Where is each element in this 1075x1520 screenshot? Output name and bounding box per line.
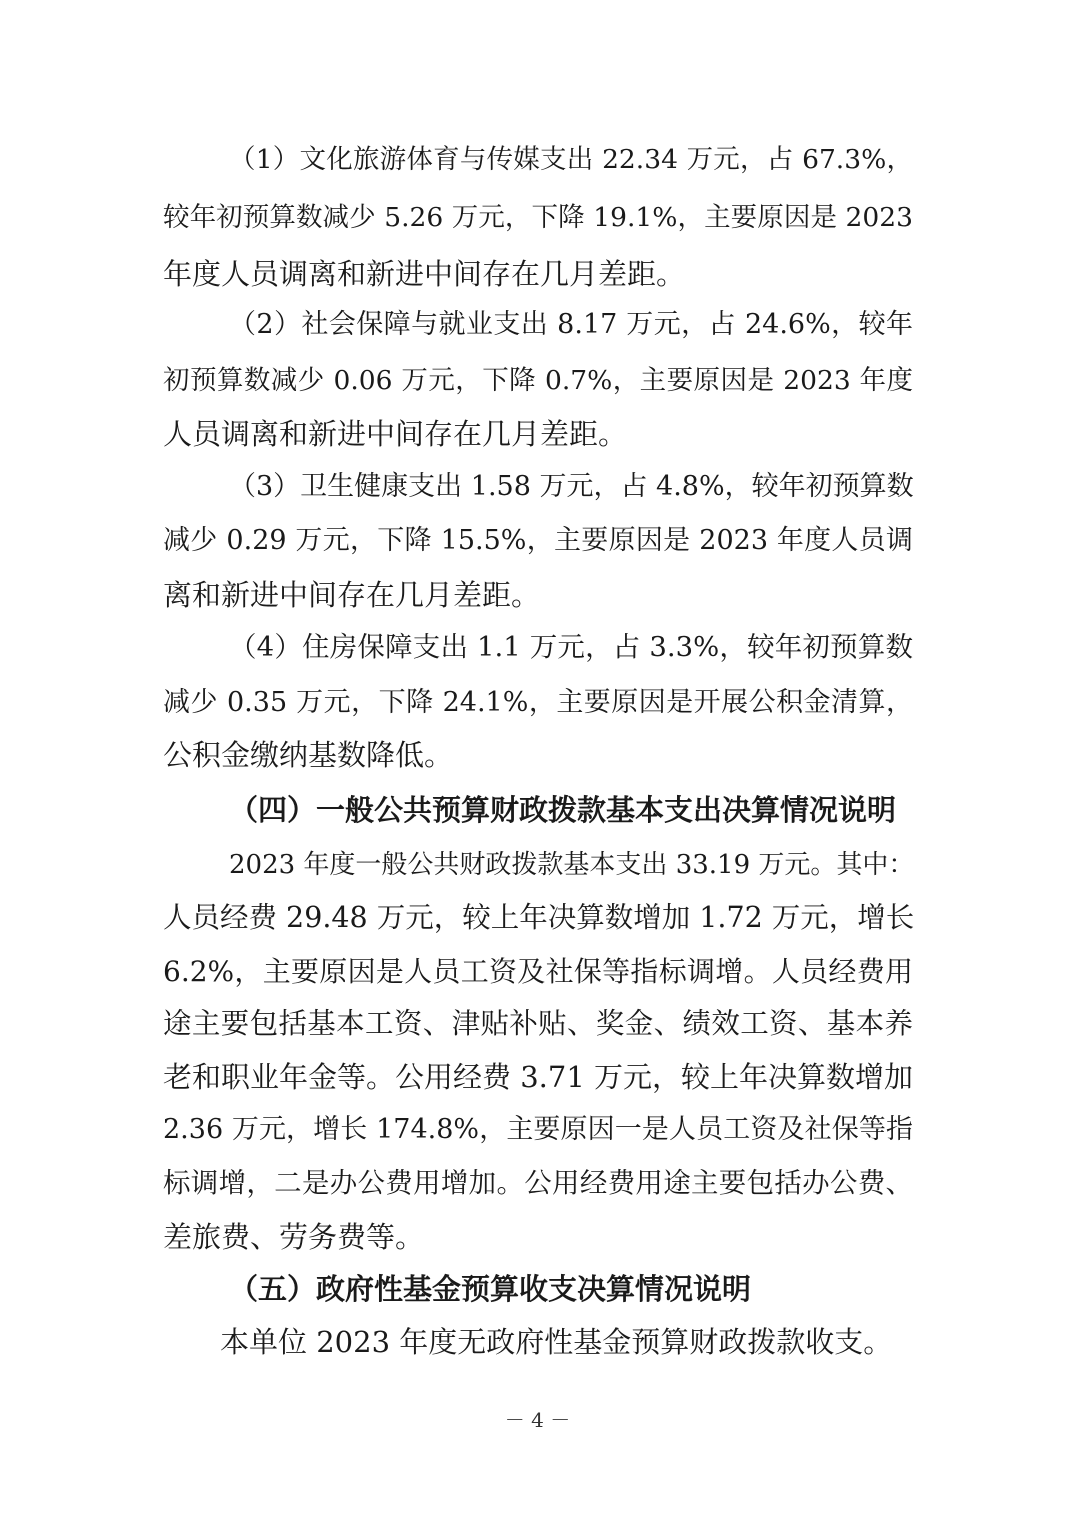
section-4-line-4: 途主要包括基本工资、津贴补贴、奖金、绩效工资、基本养: [163, 1007, 913, 1040]
item-2-line-1: （2）社会保障与就业支出 8.17 万元，占 24.6%，较年: [229, 309, 913, 340]
item-4-line-2: 减少 0.35 万元，下降 24.1%，主要原因是开展公积金清算，: [163, 687, 913, 718]
section-4-line-3: 6.2%，主要原因是人员工资及社保等指标调增。人员经费用: [163, 955, 913, 988]
section-4-heading: （四）一般公共预算财政拨款基本支出决算情况说明: [229, 793, 897, 827]
item-1-line-3: 年度人员调离和新进中间存在几月差距。: [163, 257, 686, 291]
section-4-line-8: 差旅费、劳务费等。: [163, 1220, 425, 1254]
item-2-line-3: 人员调离和新进中间存在几月差距。: [163, 417, 628, 451]
item-2-line-2: 初预算数减少 0.06 万元，下降 0.7%，主要原因是 2023 年度: [163, 365, 913, 396]
item-4-line-1: （4）住房保障支出 1.1 万元，占 3.3%，较年初预算数: [229, 631, 913, 663]
item-1-line-1: （1）文化旅游体育与传媒支出 22.34 万元，占 67.3%，: [229, 144, 913, 175]
item-1-line-2: 较年初预算数减少 5.26 万元，下降 19.1%，主要原因是 2023: [163, 202, 913, 233]
section-4-line-2: 人员经费 29.48 万元，较上年决算数增加 1.72 万元，增长: [163, 901, 915, 934]
item-3-line-3: 离和新进中间存在几月差距。: [163, 578, 541, 612]
section-5-line-1: 本单位 2023 年度无政府性基金预算财政拨款收支。: [220, 1325, 893, 1359]
section-5-heading: （五）政府性基金预算收支决算情况说明: [229, 1272, 752, 1306]
item-4-line-3: 公积金缴纳基数降低。: [163, 738, 454, 772]
section-4-line-7: 标调增，二是办公费用增加。公用经费用途主要包括办公费、: [163, 1167, 913, 1199]
section-4-line-6: 2.36 万元，增长 174.8%，主要原因一是人员工资及社保等指: [163, 1114, 913, 1145]
section-4-line-1: 2023 年度一般公共财政拨款基本支出 33.19 万元。其中：: [229, 850, 915, 880]
page-number: － 4 －: [504, 1408, 571, 1432]
section-4-line-5: 老和职业年金等。公用经费 3.71 万元，较上年决算数增加: [163, 1060, 914, 1094]
item-3-line-2: 减少 0.29 万元，下降 15.5%，主要原因是 2023 年度人员调: [163, 525, 913, 556]
item-3-line-1: （3）卫生健康支出 1.58 万元，占 4.8%，较年初预算数: [229, 471, 914, 502]
